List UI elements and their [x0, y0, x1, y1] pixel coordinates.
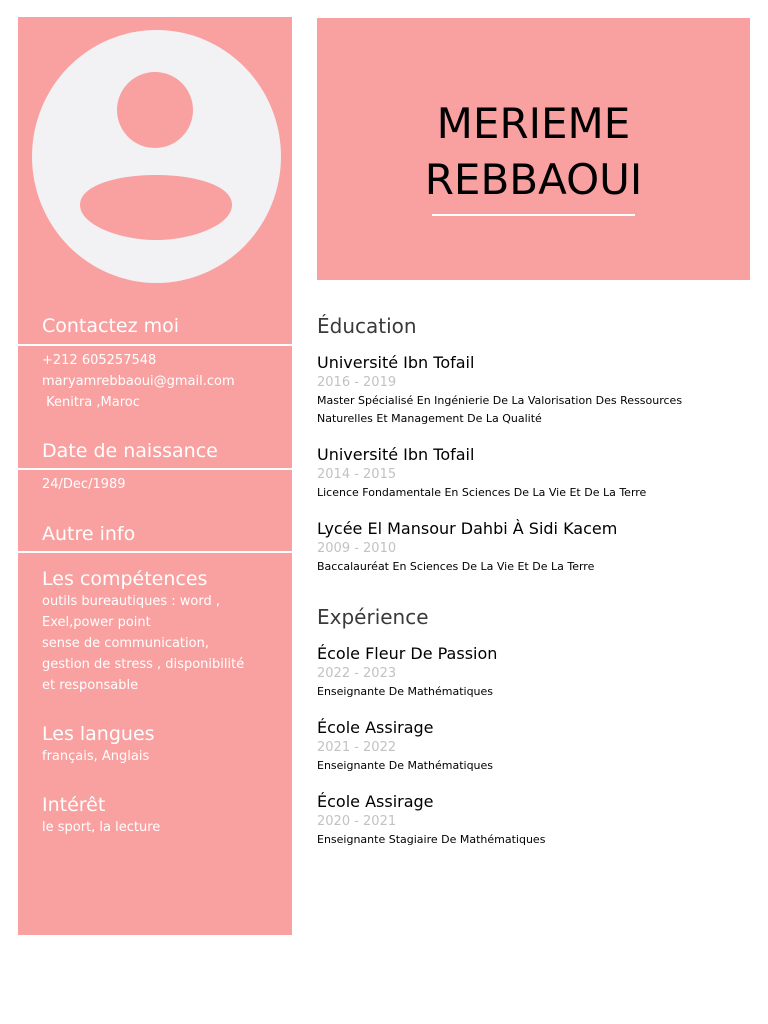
- experience-years: 2021 - 2022: [317, 740, 397, 755]
- contact-location: Kenitra ,Maroc: [42, 395, 140, 410]
- interests-section: [18, 793, 292, 838]
- birth-date: 24/Dec/1989: [42, 477, 126, 492]
- experience-place: École Assirage: [317, 792, 434, 811]
- birth-heading: Date de naissance: [42, 440, 218, 462]
- education-description: Licence Fondamentale En Sciences De La Vie Et De La Terre: [317, 486, 647, 499]
- experience-entry: [317, 791, 757, 849]
- education-entry: [317, 352, 757, 428]
- education-title: Éducation: [317, 314, 417, 338]
- experience-title: Expérience: [317, 605, 429, 629]
- experience-years: 2022 - 2023: [317, 666, 397, 681]
- name-underline: [432, 214, 635, 216]
- skills-line: sense de communication,: [42, 636, 209, 651]
- experience-role: Enseignante De Mathématiques: [317, 759, 494, 772]
- contact-divider: [18, 344, 292, 346]
- skills-line: outils bureautiques : word ,: [42, 594, 221, 609]
- contact-details: [18, 350, 292, 413]
- education-description: Master Spécialisé En Ingénierie De La Valorisation Des Ressources: [317, 394, 683, 407]
- birth-section: [18, 439, 292, 463]
- experience-role: Enseignante Stagiaire De Mathématiques: [317, 833, 546, 846]
- education-section: [317, 313, 757, 339]
- experience-entry: [317, 717, 757, 775]
- experience-place: École Assirage: [317, 718, 434, 737]
- other-info-section: [18, 522, 292, 546]
- education-description: Baccalauréat En Sciences De La Vie Et De La Terre: [317, 560, 595, 573]
- education-description: Naturelles Et Management De La Qualité: [317, 412, 542, 425]
- interests-text: le sport, la lecture: [42, 820, 161, 835]
- skills-line: gestion de stress , disponibilité: [42, 657, 245, 672]
- other-info-heading: Autre info: [42, 523, 136, 545]
- experience-section: [317, 604, 757, 630]
- education-years: 2014 - 2015: [317, 467, 397, 482]
- birth-divider: [18, 468, 292, 470]
- name-header: [317, 18, 750, 280]
- skills-line: Exel,power point: [42, 615, 151, 630]
- education-years: 2016 - 2019: [317, 375, 397, 390]
- education-years: 2009 - 2010: [317, 541, 397, 556]
- experience-place: École Fleur De Passion: [317, 644, 498, 663]
- name-last: REBBAOUI: [424, 155, 643, 204]
- birth-details: [18, 474, 292, 495]
- sidebar: [18, 17, 292, 935]
- skills-section: [18, 567, 292, 696]
- experience-years: 2020 - 2021: [317, 814, 397, 829]
- contact-phone[interactable]: +212 605257548: [42, 353, 157, 368]
- education-entry: [317, 518, 757, 576]
- name-first: MERIEME: [436, 99, 631, 148]
- education-entry: [317, 444, 757, 502]
- other-info-divider: [18, 551, 292, 553]
- languages-heading: Les langues: [42, 723, 155, 745]
- skills-heading: Les compétences: [42, 568, 208, 590]
- languages-text: français, Anglais: [42, 749, 150, 764]
- interests-heading: Intérêt: [42, 794, 106, 816]
- contact-email[interactable]: maryamrebbaoui@gmail.com: [42, 374, 235, 389]
- contact-heading: Contactez moi: [42, 315, 180, 337]
- full-name: [317, 96, 750, 208]
- education-school: Université Ibn Tofail: [317, 445, 475, 464]
- skills-line: et responsable: [42, 678, 139, 693]
- education-school: Lycée El Mansour Dahbi À Sidi Kacem: [317, 519, 618, 538]
- experience-entry: [317, 643, 757, 701]
- education-school: Université Ibn Tofail: [317, 353, 475, 372]
- profile-avatar-icon: [32, 30, 281, 283]
- experience-role: Enseignante De Mathématiques: [317, 685, 494, 698]
- contact-section: [18, 314, 292, 338]
- languages-section: [18, 722, 292, 767]
